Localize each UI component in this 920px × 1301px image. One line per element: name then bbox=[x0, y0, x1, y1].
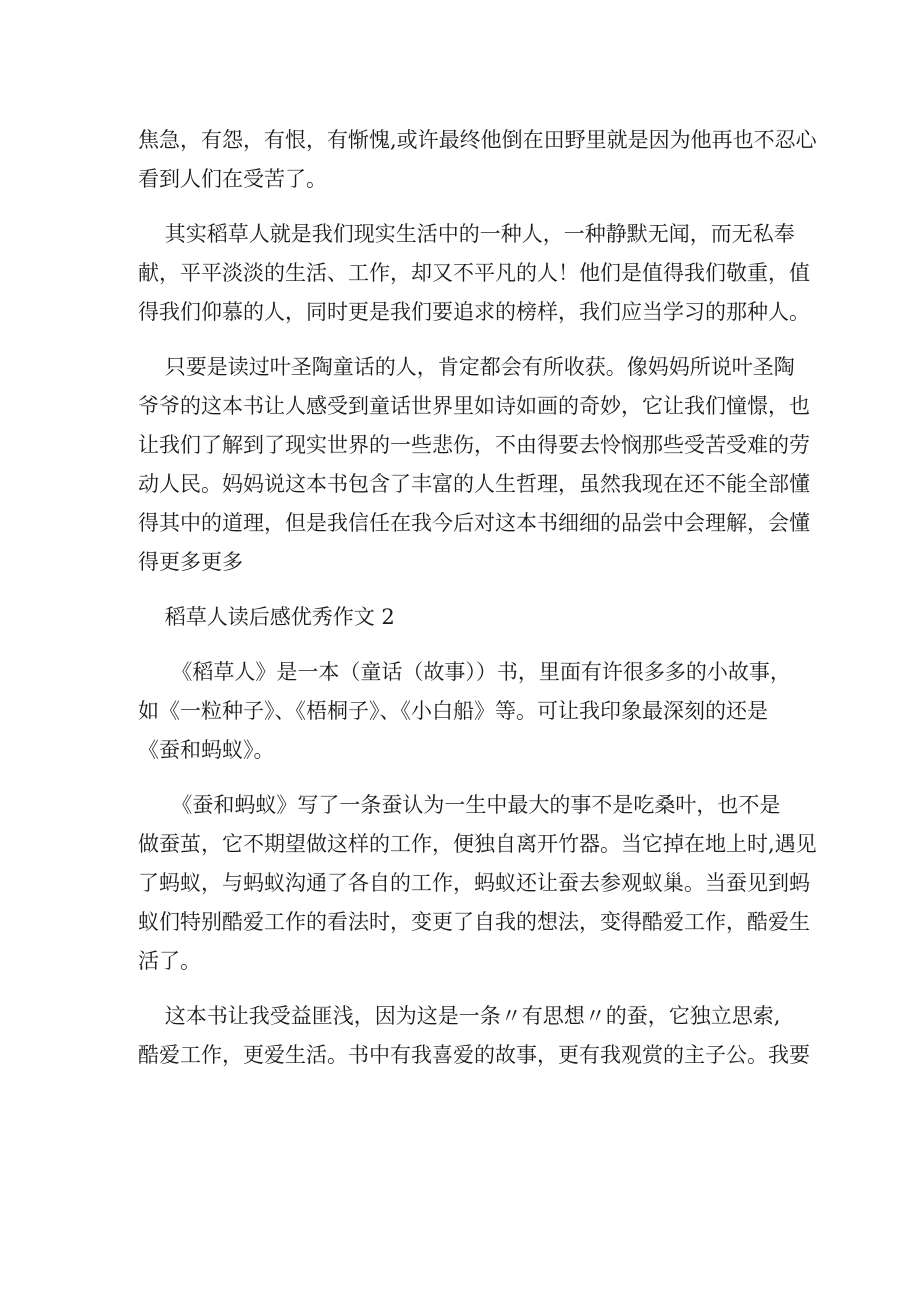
text-line: 焦急，有怨，有恨，有惭愧,或许最终他倒在田野里就是因为他再也不忍心 bbox=[138, 128, 817, 152]
text-line: 看到人们在受苦了。 bbox=[138, 167, 327, 191]
body-text bbox=[138, 121, 817, 1075]
text-line: 得更多更多 bbox=[138, 550, 243, 574]
text-line: 爷爷的这本书让人感受到童话世界里如诗如画的奇妙，它让我们憧憬，也 bbox=[138, 394, 810, 418]
text-line: 《稻草人》是一本（童话（故事））书，里面有许很多多的小故事， bbox=[138, 660, 791, 684]
section-heading: 稻草人读后感优秀作文 2 bbox=[138, 605, 395, 629]
text-line: 做蚕茧，它不期望做这样的工作，便独自离开竹器。当它掉在地上时,遇见 bbox=[138, 832, 817, 856]
text-line: 其实稻草人就是我们现实生活中的一种人，一种静默无闻，而无私奉 bbox=[138, 222, 795, 246]
text-line: 如《一粒种子》、《梧桐子》、《小白船》等。可让我印象最深刻的还是 bbox=[138, 699, 768, 723]
text-line: 酷爱工作，更爱生活。书中有我喜爱的故事，更有我观赏的主子公。我要 bbox=[138, 1043, 810, 1067]
text-line: 只要是读过叶圣陶童话的人，肯定都会有所收获。像妈妈所说叶圣陶 bbox=[138, 355, 795, 379]
text-line: 得我们仰慕的人，同时更是我们要追求的榜样，我们应当学习的那种人。 bbox=[138, 300, 810, 324]
text-line: 得其中的道理，但是我信任在我今后对这本书细细的品尝中会理解，会懂 bbox=[138, 511, 810, 535]
text-line: 动人民。妈妈说这本书包含了丰富的人生哲理，虽然我现在还不能全部懂 bbox=[138, 472, 810, 496]
text-line: 蚁们特别酷爱工作的看法时，变更了自我的想法，变得酷爱工作，酷爱生 bbox=[138, 910, 810, 934]
text-line: 活了。 bbox=[138, 949, 201, 973]
text-line: 让我们了解到了现实世界的一些悲伤，不由得要去怜悯那些受苦受难的劳 bbox=[138, 433, 810, 457]
text-line: 了蚂蚁，与蚂蚁沟通了各自的工作，蚂蚁还让蚕去参观蚁巢。当蚕见到蚂 bbox=[138, 871, 810, 895]
text-line: 献，平平淡淡的生活、工作，却又不平凡的人！他们是值得我们敬重，值 bbox=[138, 261, 810, 285]
text-line: 这本书让我受益匪浅，因为这是一条〃有思想〃的蚕，它独立思索, bbox=[138, 1004, 781, 1028]
text-line: 《蚕和蚂蚁》。 bbox=[138, 738, 275, 762]
text-line: 《蚕和蚂蚁》写了一条蚕认为一生中最大的事不是吃桑叶，也不是 bbox=[138, 793, 781, 817]
